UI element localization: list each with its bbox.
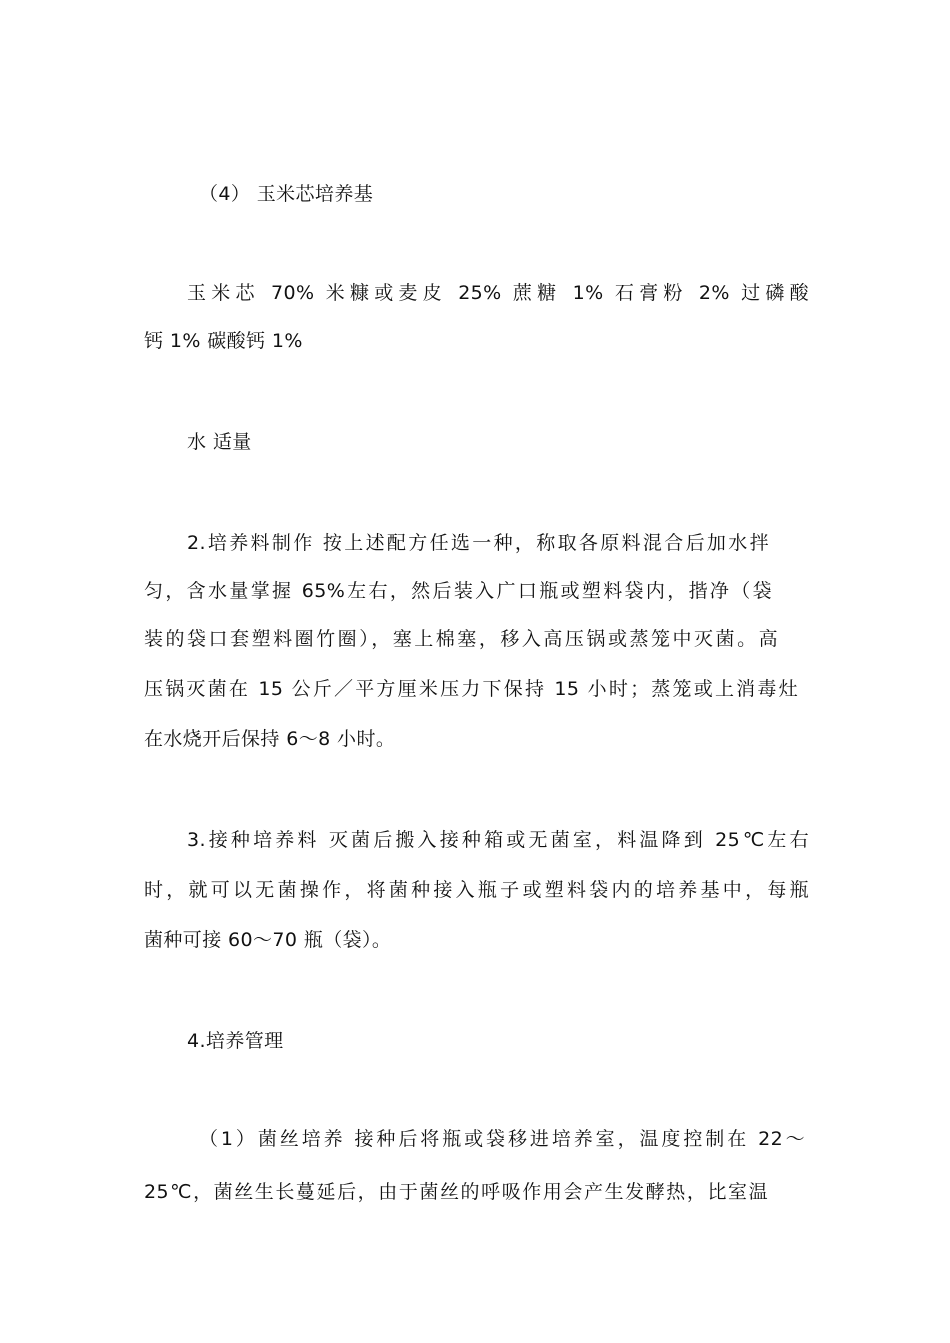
section-2-line-3: 装的袋口套塑料圈竹圈），塞上棉塞，移入高压锅或蒸笼中灭菌。高 — [144, 628, 778, 650]
section-3-line-2: 时，就可以无菌操作，将菌种接入瓶子或塑料袋内的培养基中，每瓶 — [144, 879, 809, 901]
section-3-line-1: 3.接种培养料 灭菌后搬入接种箱或无菌室，料温降到 25℃左右 — [187, 829, 809, 851]
section-2-line-5: 在水烧开后保持 6～8 小时。 — [144, 728, 396, 750]
section-4-1-line-2: 25℃，菌丝生长蔓延后，由于菌丝的呼吸作用会产生发酵热，比室温 — [144, 1181, 768, 1203]
formula-line-1: 玉米芯 70% 米糠或麦皮 25% 蔗糖 1% 石膏粉 2% 过磷酸 — [187, 282, 809, 304]
section-2-line-2: 匀，含水量掌握 65%左右，然后装入广口瓶或塑料袋内，揩净（袋 — [144, 580, 772, 602]
section-3-line-3: 菌种可接 60～70 瓶（袋）。 — [144, 929, 392, 951]
formula-line-2: 钙 1% 碳酸钙 1% — [144, 330, 303, 352]
section-4-1-line-1: （1）菌丝培养 接种后将瓶或袋移进培养室，温度控制在 22～ — [199, 1128, 805, 1150]
section-2-line-4: 压锅灭菌在 15 公斤／平方厘米压力下保持 15 小时；蒸笼或上消毒灶 — [144, 678, 798, 700]
section-4-heading: 4.培养管理 — [187, 1030, 284, 1052]
heading-corn-cob-medium: （4） 玉米芯培养基 — [199, 183, 374, 205]
water-line: 水 适量 — [187, 431, 252, 453]
section-2-line-1: 2.培养料制作 按上述配方任选一种，称取各原料混合后加水拌 — [187, 532, 769, 554]
